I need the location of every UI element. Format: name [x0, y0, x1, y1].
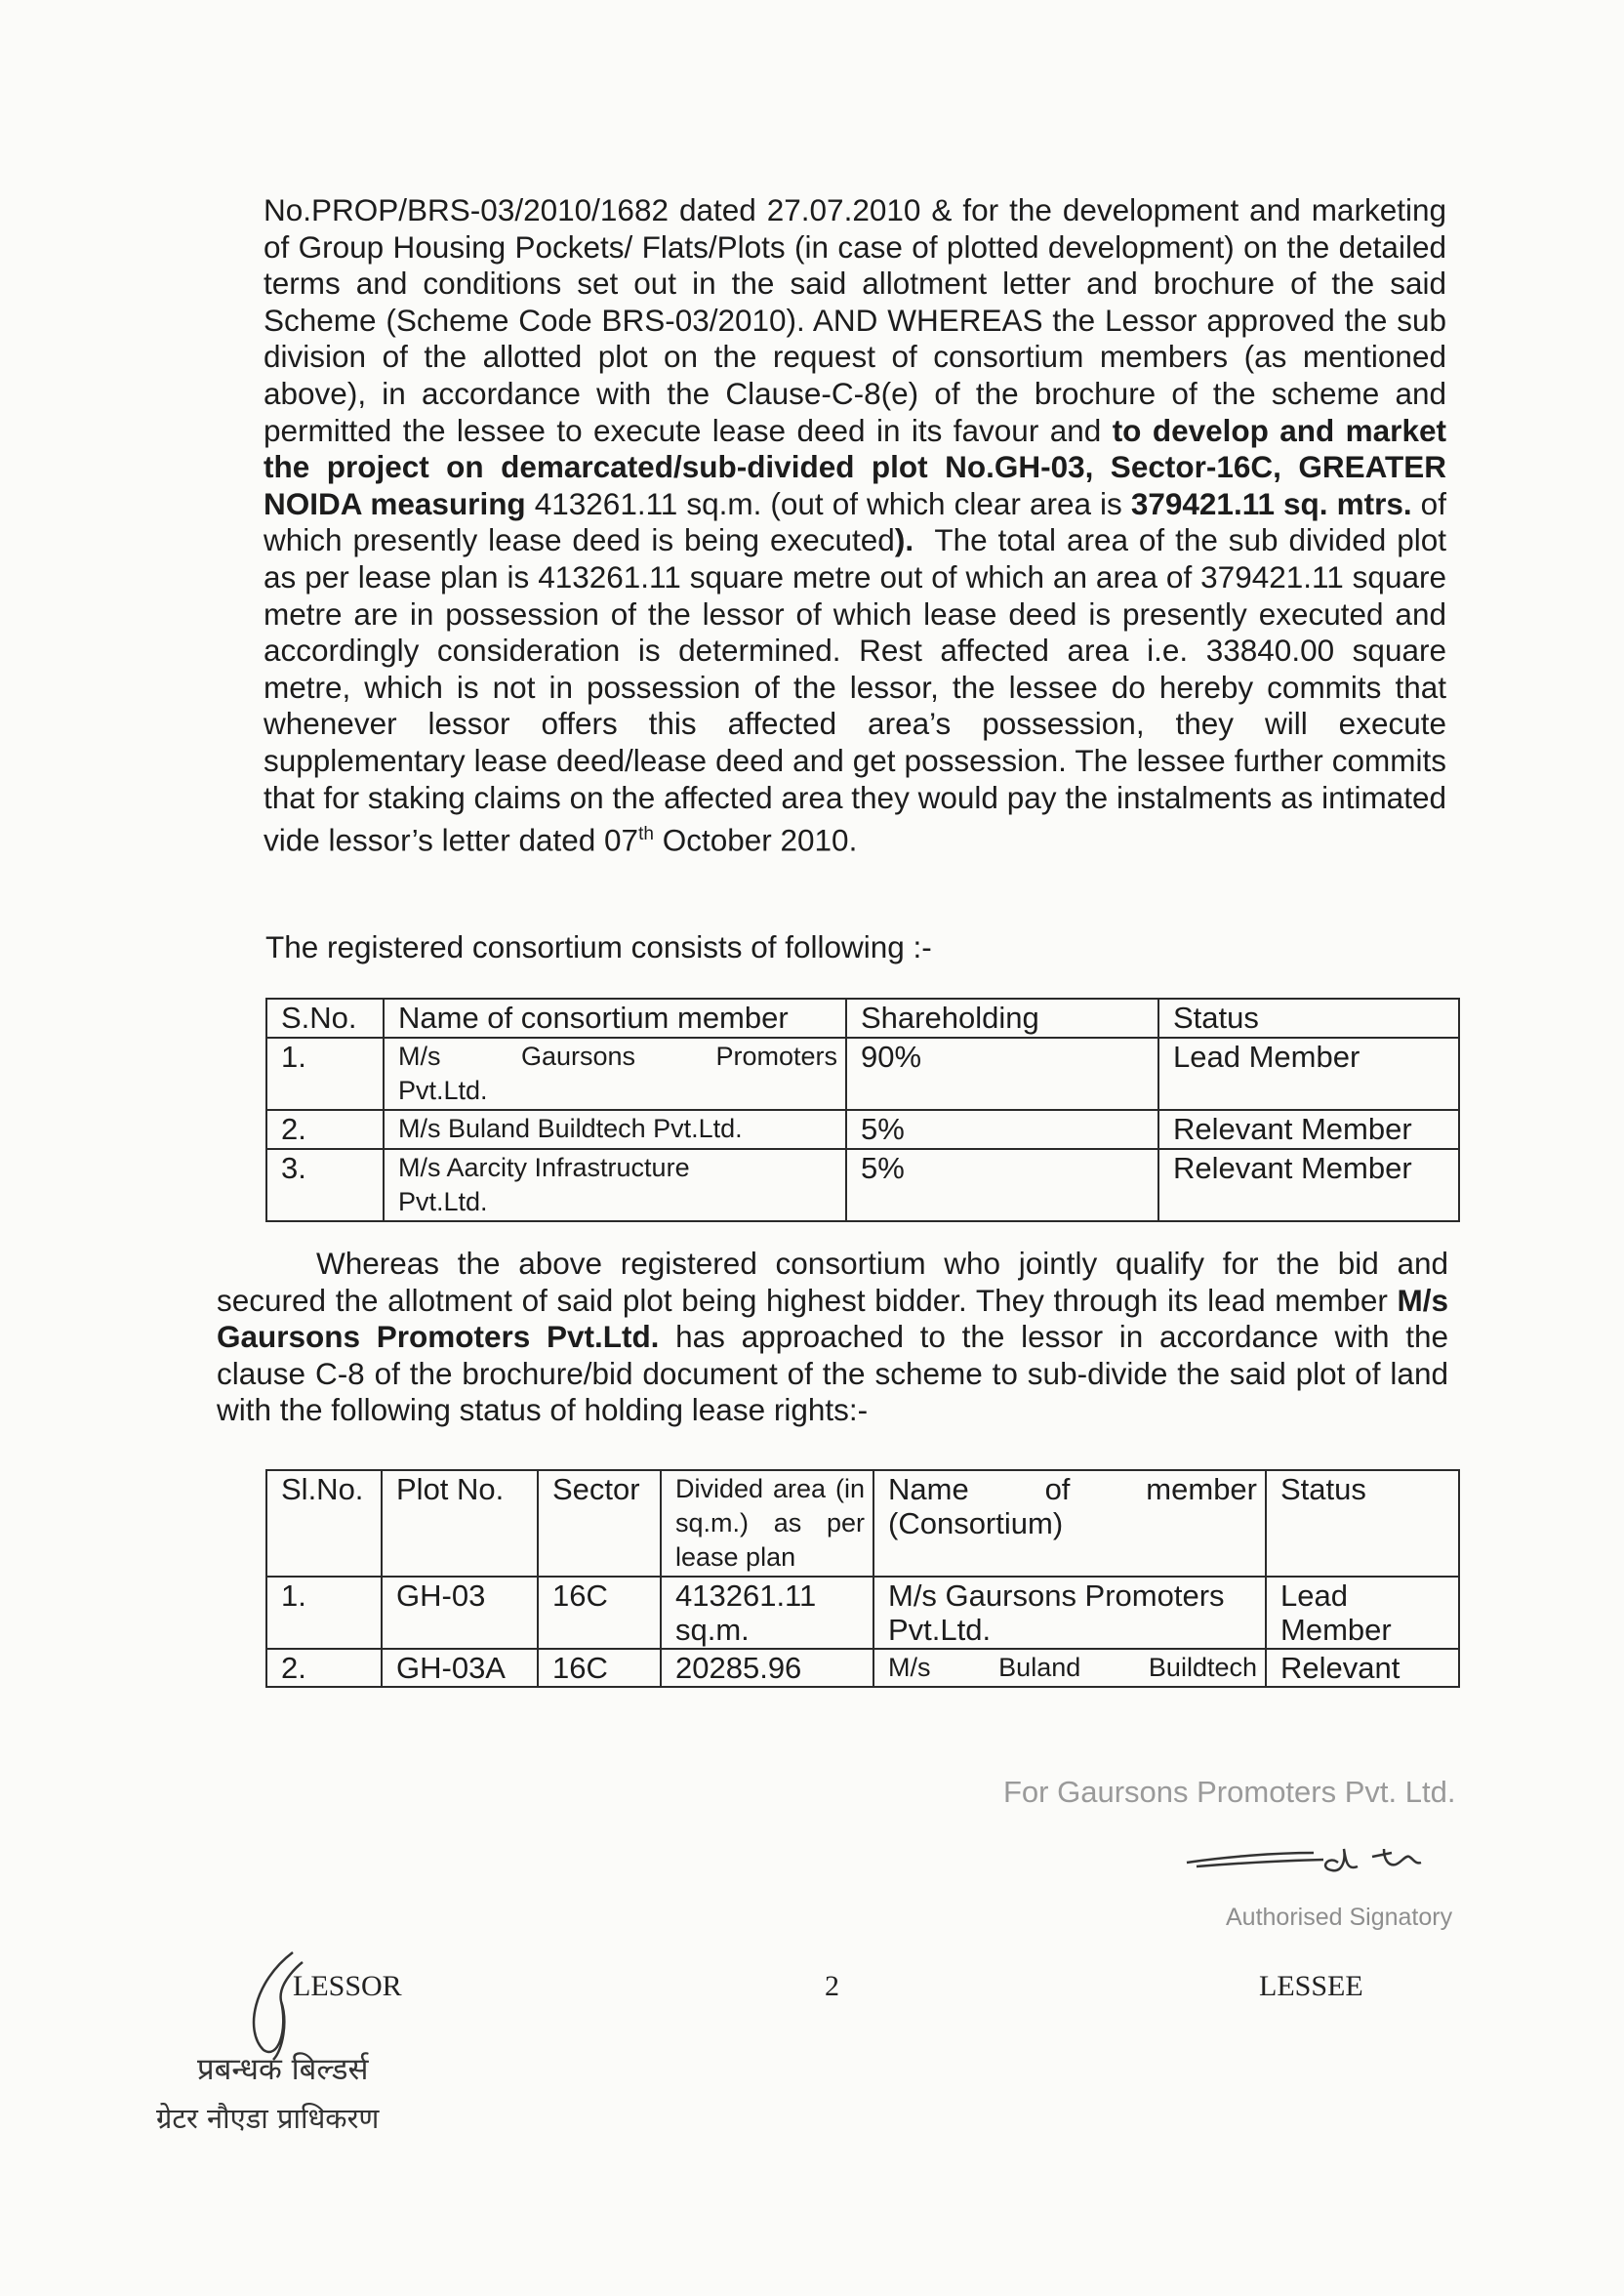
table-cell: GH-03 — [382, 1577, 538, 1649]
table-cell: 90% — [846, 1038, 1158, 1110]
header-cell: S.No. — [266, 999, 384, 1038]
table-row — [266, 1038, 1459, 1110]
paragraph-text: 413261.11 sq.m. (out of which clear area is — [534, 485, 1122, 521]
table-cell: 5% — [846, 1149, 1158, 1221]
table-cell: Relevant — [1266, 1649, 1459, 1687]
table-cell: 16C — [538, 1649, 661, 1687]
header-cell: Sector — [538, 1470, 661, 1577]
table-cell: Lead Member — [1158, 1038, 1459, 1110]
paragraph-bold-area: 379421.11 sq. mtrs. — [1130, 485, 1412, 521]
table-row — [266, 1649, 1459, 1687]
table-cell: 1. — [266, 1038, 384, 1110]
page-number: 2 — [825, 1970, 839, 2002]
paragraph-bold-plot: to develop and market the project on demarcated/sub-divided plot No.GH-03, Sector-16C, GREATER NOIDA measuring — [264, 412, 1446, 521]
table-cell: Relevant Member — [1158, 1110, 1459, 1149]
table-row — [266, 1110, 1459, 1149]
header-cell: Name of member (Consortium) — [873, 1470, 1266, 1577]
paragraph-text: The total area of the sub divided plot as per lease plan is 413261.11 square metre out of which an area of 379421.11 square metre are in possession of the lessor of which lease deed is presently executed and accordingly consideration is determined. Rest affected area i.e. 33840.00 square metre, which is not in possession of the lessor, the lessee do hereby commits that whenever lessor offers this affected area’s possession, they will execute supplementary lease deed/lease deed and get possession. The lessee further commits that for staking claims on the affected area they would pay the instalments as intimated vide lessor’s letter dated 07 — [264, 522, 1446, 858]
table-cell: Relevant Member — [1158, 1149, 1459, 1221]
paragraph-text: Whereas the above registered consortium who jointly qualify for the bid and secured the allotment of said plot being highest bidder. They through its lead member — [217, 1246, 1448, 1318]
consortium-table — [265, 998, 1460, 1222]
header-cell: Plot No. — [382, 1470, 538, 1577]
table-row — [266, 1149, 1459, 1221]
header-cell: Status — [1266, 1470, 1459, 1577]
table-cell: M/s Buland Buildtech — [873, 1649, 1266, 1687]
division-table — [265, 1469, 1460, 1688]
paragraph-text: has approached to the lessor in accordance with the clause C-8 of the brochure/bid document of the scheme to sub-divide the said plot of land with the following status of holding lease rights:- — [217, 1319, 1449, 1427]
table-cell: 20285.96 — [661, 1649, 873, 1687]
table-cell: GH-03A — [382, 1649, 538, 1687]
paragraph-bold-punct: ). — [894, 522, 914, 558]
table-cell: 2. — [266, 1649, 382, 1687]
table-header-row — [266, 999, 1459, 1038]
header-cell: Name of consortium member — [384, 999, 846, 1038]
company-stamp: For Gaursons Promoters Pvt. Ltd. — [1003, 1775, 1456, 1809]
table-cell: M/s Aarcity Infrastructure Pvt.Ltd. — [384, 1149, 846, 1221]
table-cell: 3. — [266, 1149, 384, 1221]
table-cell: M/s Gaursons Promoters Pvt.Ltd. — [384, 1038, 846, 1110]
paragraph-bold-member: M/s Gaursons Promoters Pvt.Ltd. — [217, 1282, 1448, 1354]
table-row — [266, 1577, 1459, 1649]
table-cell: 16C — [538, 1577, 661, 1649]
table-header-row — [266, 1470, 1459, 1577]
consortium-intro: The registered consortium consists of following :- — [265, 929, 932, 964]
table-cell: 1. — [266, 1577, 382, 1649]
table-cell: M/s Buland Buildtech Pvt.Ltd. — [384, 1110, 846, 1149]
header-cell: Status — [1158, 999, 1459, 1038]
authorised-signatory-label: Authorised Signatory — [1226, 1904, 1453, 1931]
footer-lessee: LESSEE — [1259, 1970, 1363, 2002]
lessee-signature — [1167, 1824, 1460, 1882]
paragraph-text: of which presently lease deed is being executed — [264, 485, 1446, 558]
header-cell: Shareholding — [846, 999, 1158, 1038]
paragraph-text: October 2010. — [662, 822, 858, 858]
table-cell: 2. — [266, 1110, 384, 1149]
footer-lessor: LESSOR — [293, 1970, 402, 2002]
superscript: th — [638, 824, 654, 845]
table-cell: Lead Member — [1266, 1577, 1459, 1649]
lessor-stamp-line1: प्रबन्धक बिल्डर्स — [197, 2052, 369, 2087]
header-cell: Sl.No. — [266, 1470, 382, 1577]
lessor-stamp-line2: ग्रेटर नौएडा प्राधिकरण — [156, 2102, 380, 2135]
table-cell: 5% — [846, 1110, 1158, 1149]
table-cell: M/s Gaursons Promoters Pvt.Ltd. — [873, 1577, 1266, 1649]
opening-paragraph — [264, 192, 1446, 859]
paragraph-text: No.PROP/BRS-03/2010/1682 dated 27.07.2010 & for the development and marketing of Group Housing Pockets/ Flats/Plots (in case of plotted development) on the detailed terms and conditions set out in the said allotment letter and brochure of the said Scheme (Scheme Code BRS-03/2010). AND WHEREAS the Lessor approved the sub division of the allotted plot on the request of consortium members (as mentioned above), in accordance with the Clause-C-8(e) of the brochure of the scheme and permitted the lessee to execute lease deed in its favour and — [264, 192, 1446, 448]
header-cell: Divided area (in sq.m.) as per lease plan — [661, 1470, 873, 1577]
sub-division-paragraph — [217, 1246, 1448, 1429]
table-cell: 413261.11 sq.m. — [661, 1577, 873, 1649]
